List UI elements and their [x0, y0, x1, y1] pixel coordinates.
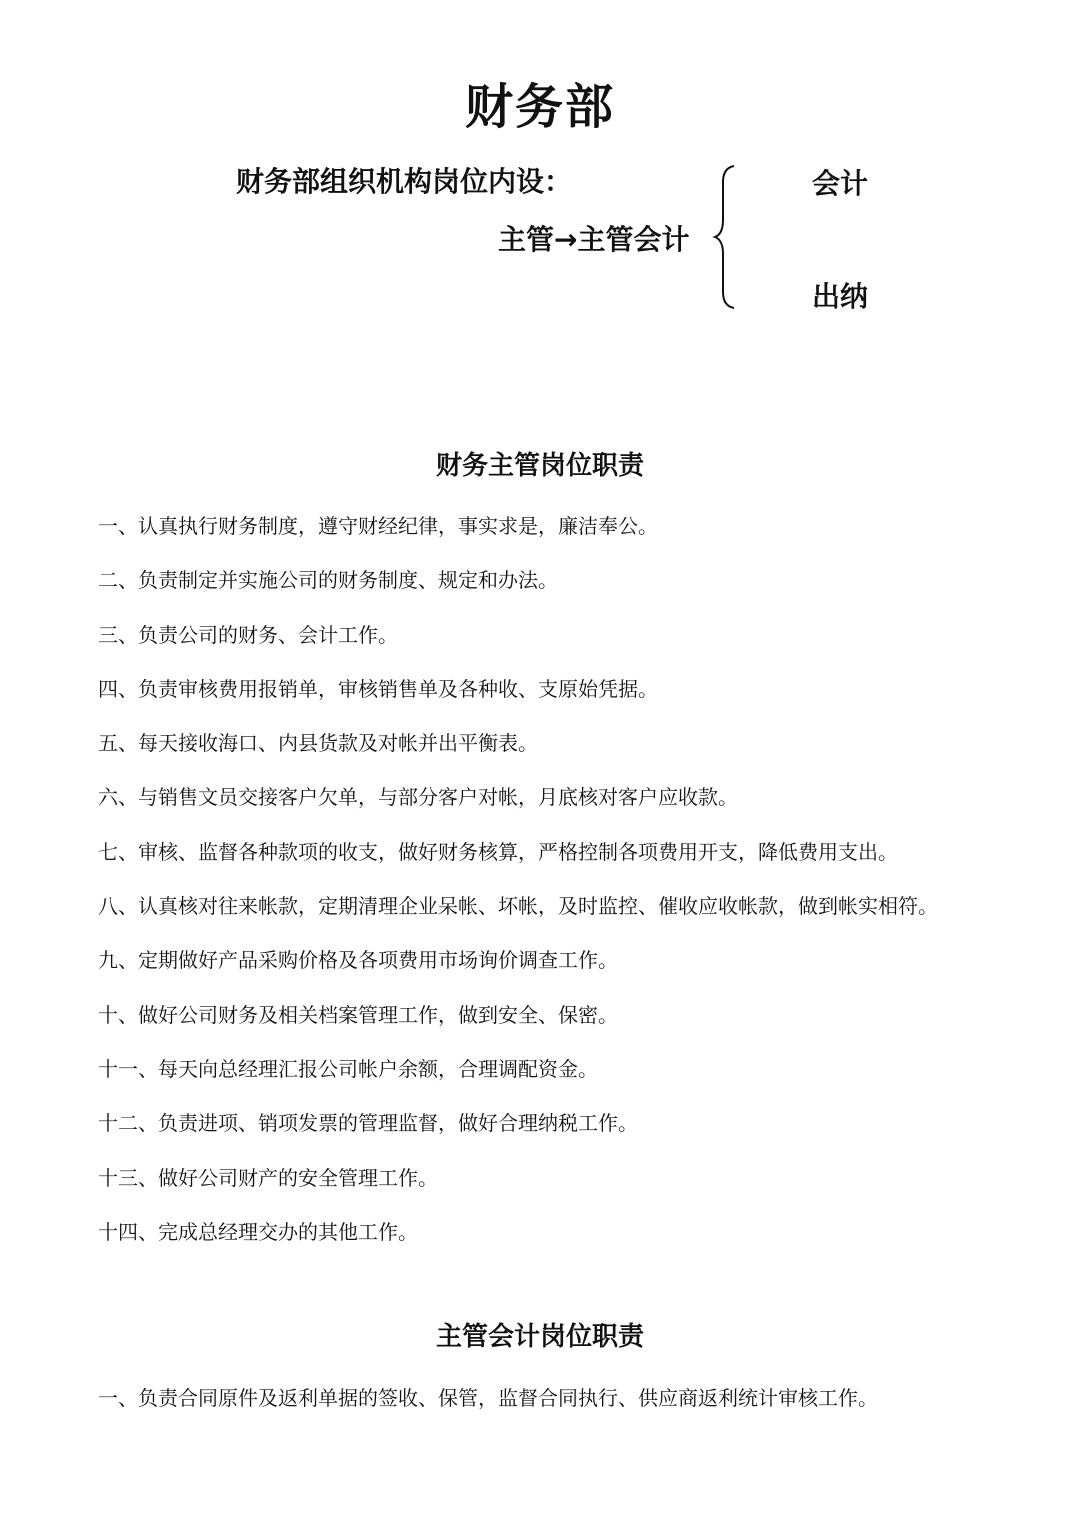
duty-item: 十二、负责进项、销项发票的管理监督，做好合理纳税工作。 — [98, 1111, 638, 1136]
duty-item: 二、负责制定并实施公司的财务制度、规定和办法。 — [98, 568, 558, 593]
duty-item: 一、负责合同原件及返利单据的签收、保管，监督合同执行、供应商返利统计审核工作。 — [98, 1386, 878, 1410]
org-branch-accountant: 会计 — [812, 167, 869, 200]
org-branch-cashier: 出纳 — [812, 280, 869, 313]
duty-item: 一、认真执行财务制度，遵守财经纪律，事实求是，廉洁奉公。 — [98, 514, 658, 538]
duty-item: 十四、完成总经理交办的其他工作。 — [98, 1219, 418, 1244]
duty-item: 八、认真核对往来帐款，定期清理企业呆帐、坏帐，及时监控、催收应收帐款，做到帐实相符。 — [98, 894, 938, 919]
duty-item: 九、定期做好产品采购价格及各项费用市场询价调查工作。 — [98, 948, 618, 973]
section-heading-chief-accountant: 主管会计岗位职责 — [435, 1322, 644, 1352]
org-chart-chain: 主管→主管会计 — [498, 223, 690, 256]
duty-item: 十、做好公司财务及相关档案管理工作，做到安全、保密。 — [98, 1002, 618, 1027]
page-title: 财务部 — [464, 79, 615, 135]
duty-item: 六、与销售文员交接客户欠单，与部分客户对帐，月底核对客户应收款。 — [98, 785, 738, 810]
duty-item: 三、负责公司的财务、会计工作。 — [98, 622, 398, 647]
duty-item: 十一、每天向总经理汇报公司帐户余额，合理调配资金。 — [98, 1056, 598, 1081]
duty-list-finance-manager — [98, 512, 938, 1272]
org-chart-label: 财务部组织机构岗位内设： — [236, 165, 573, 198]
brace-icon — [712, 164, 742, 310]
duty-item: 十三、做好公司财产的安全管理工作。 — [98, 1165, 438, 1190]
section-heading-finance-manager: 财务主管岗位职责 — [435, 451, 644, 481]
duty-list-chief-accountant — [98, 1384, 878, 1438]
duty-item: 五、每天接收海口、内县货款及对帐并出平衡表。 — [98, 731, 538, 756]
duty-item: 七、审核、监督各种款项的收支，做好财务核算，严格控制各项费用开支，降低费用支出。 — [98, 839, 898, 864]
duty-item: 四、负责审核费用报销单，审核销售单及各种收、支原始凭据。 — [98, 676, 658, 701]
